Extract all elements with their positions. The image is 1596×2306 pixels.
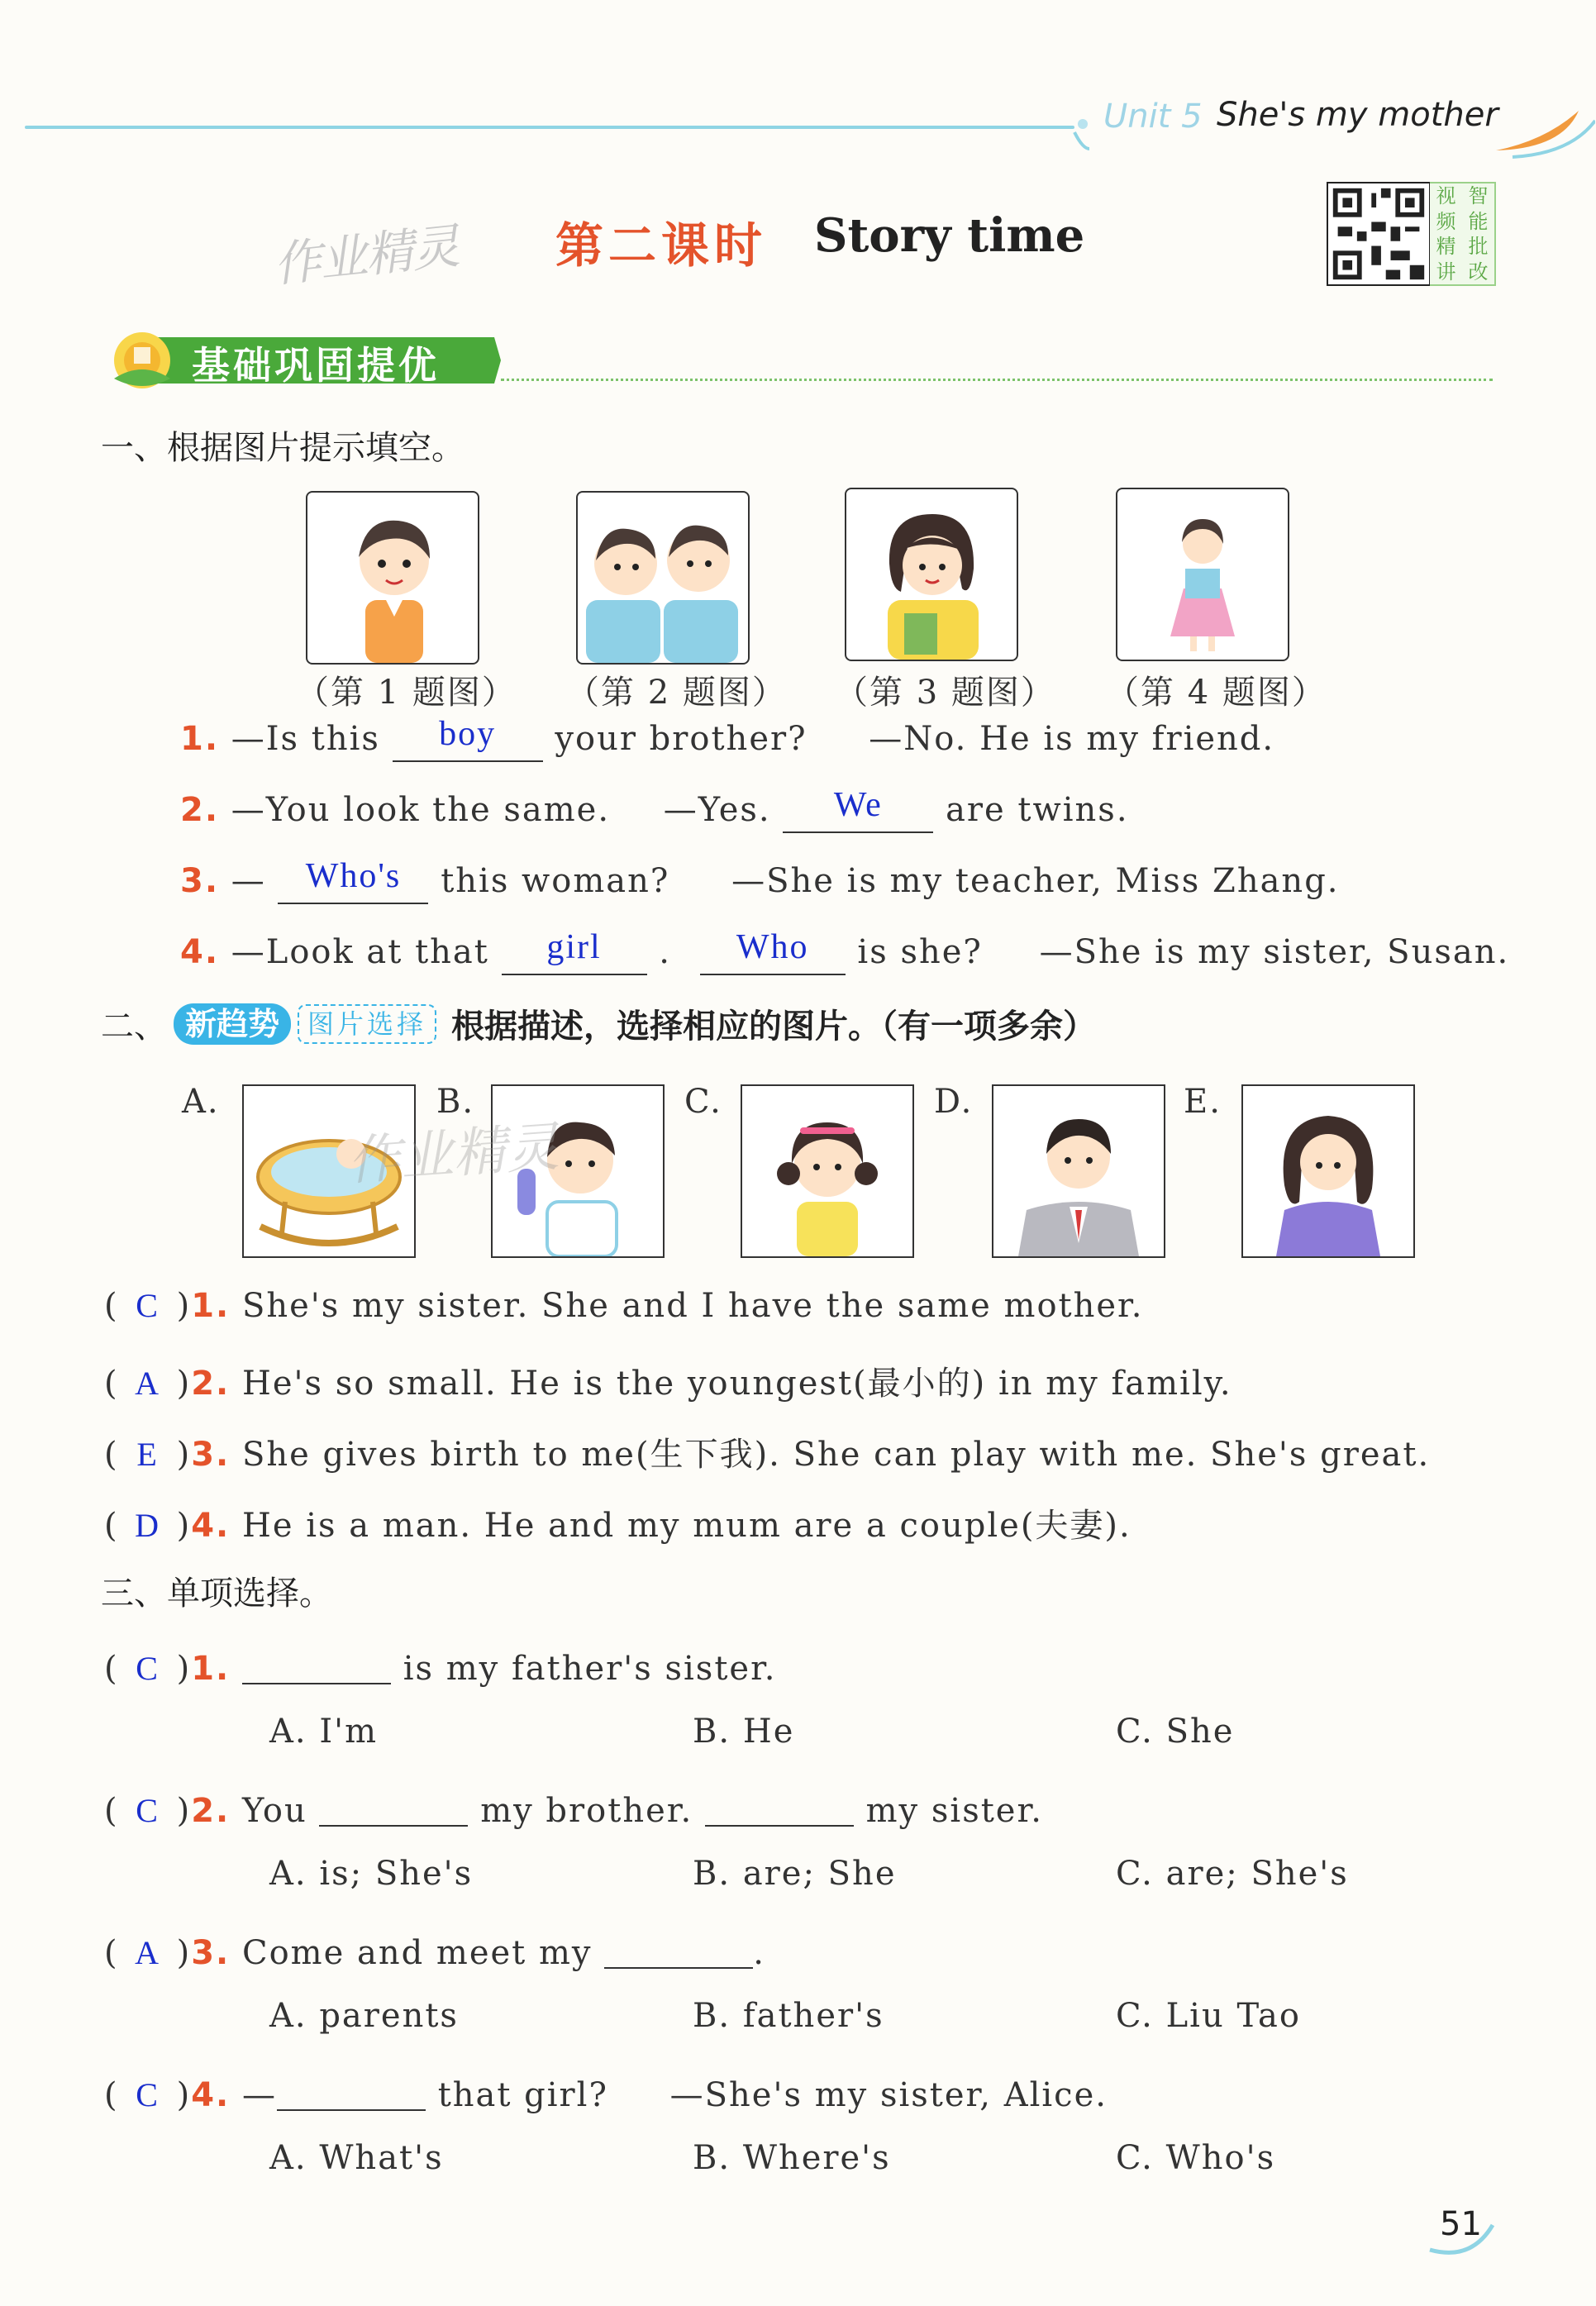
choice-answer[interactable]: E (136, 1436, 159, 1473)
response-text: —No. He is my friend. (869, 720, 1275, 758)
question-number: 4. (180, 933, 220, 971)
response-text: are twins. (946, 791, 1129, 829)
question-number: 3. (180, 862, 220, 900)
option-image-e[interactable] (1241, 1084, 1415, 1258)
option-b[interactable]: B. are; She (693, 1855, 897, 1893)
qr-char: 批 (1468, 235, 1489, 258)
part1-heading: 一、根据图片提示填空。 (101, 429, 465, 467)
option-c[interactable]: C. Liu Tao (1116, 1997, 1301, 2035)
option-label-b: B. (436, 1083, 475, 1121)
option-a[interactable]: A. What's (269, 2139, 444, 2177)
p1-question-2 (180, 786, 1129, 829)
option-a[interactable]: A. is; She's (269, 1855, 474, 1893)
p2-question-3 (104, 1428, 1430, 1475)
question-text: She gives birth to me(生下我). She can play with me. She's great. (241, 1436, 1431, 1474)
answer-blank[interactable] (319, 1789, 468, 1827)
answer-blank[interactable] (502, 928, 647, 975)
p2-question-4 (104, 1499, 1131, 1546)
option-b[interactable]: B. He (693, 1713, 795, 1751)
p1-question-4 (180, 928, 1510, 971)
paren-open: ( (104, 1650, 119, 1688)
response-text: —She is my teacher, Miss Zhang. (731, 862, 1340, 900)
lesson-title: 第二课时 (555, 217, 768, 274)
paren-close: ) (176, 1287, 192, 1325)
question-text: You (241, 1792, 307, 1830)
paren-close: ) (176, 1507, 192, 1545)
option-image-c[interactable] (741, 1084, 914, 1258)
paren-close: ) (176, 1934, 192, 1972)
choice-answer[interactable]: A (135, 1365, 161, 1402)
unit-label: Unit 5 (1103, 98, 1203, 136)
answer-text: girl (546, 928, 602, 966)
choice-answer[interactable]: A (135, 1934, 161, 1971)
option-c[interactable]: C. Who's (1116, 2139, 1276, 2177)
question-number: 2. (191, 1792, 231, 1830)
paren-open: ( (104, 1507, 119, 1545)
part2-prefix: 二、 (101, 1008, 167, 1046)
picture-twins (576, 491, 750, 665)
boy-illustration (307, 493, 478, 663)
answer-blank[interactable] (278, 857, 428, 904)
option-a[interactable]: A. parents (269, 1997, 459, 2035)
qr-label (1430, 182, 1496, 286)
choice-answer[interactable]: C (136, 1792, 160, 1829)
twins-illustration (578, 493, 748, 663)
question-number: 1. (191, 1650, 231, 1688)
option-label-a: A. (182, 1083, 220, 1121)
option-c[interactable]: C. She (1116, 1713, 1235, 1751)
p2-question-2 (104, 1357, 1232, 1404)
paren-close: ) (176, 1365, 192, 1403)
option-b[interactable]: B. Where's (693, 2139, 891, 2177)
question-text: is my father's sister. (403, 1650, 777, 1688)
question-text: your brother? (555, 720, 808, 758)
option-label-d: D. (934, 1083, 974, 1121)
question-number: 3. (191, 1934, 231, 1972)
paren-close: ) (176, 1436, 192, 1474)
p3-options-1 (269, 1713, 1234, 1751)
paren-close: ) (176, 1792, 192, 1830)
option-image-d[interactable] (992, 1084, 1165, 1258)
qr-char: 频 (1436, 209, 1456, 233)
question-number: 2. (180, 791, 220, 829)
p3-question-3 (104, 1926, 765, 1972)
qr-char: 智 (1468, 184, 1489, 207)
p2-question-1 (104, 1286, 1144, 1325)
question-text: —Look at that (231, 933, 489, 971)
answer-text: Who (736, 928, 809, 966)
part2-heading-row (101, 1000, 1096, 1047)
part2-heading: 根据描述，选择相应的图片。（有一项多余） (451, 1008, 1097, 1046)
question-text: my brother. (480, 1792, 693, 1830)
brand-logo: 作业精灵 (270, 217, 461, 293)
trend-badge: 新趋势 (174, 1003, 291, 1045)
question-text: that girl? (437, 2076, 608, 2114)
paren-open: ( (104, 2076, 119, 2114)
question-text: is she? (857, 933, 983, 971)
part3-heading: 三、单项选择。 (101, 1575, 332, 1613)
section-divider (501, 379, 1493, 381)
qr-char: 精 (1436, 235, 1456, 258)
question-number: 1. (191, 1287, 231, 1325)
question-text: He's so small. He is the youngest(最小的) in my family. (241, 1365, 1232, 1403)
response-text: —Yes. (663, 791, 771, 829)
question-text: my sister. (865, 1792, 1043, 1830)
watermark: 作业精灵 (345, 1117, 561, 1193)
p3-options-3 (269, 1997, 1301, 2035)
response-text: —She is my sister, Susan. (1039, 933, 1510, 971)
response-text: —She's my sister, Alice. (669, 2076, 1108, 2114)
teacher-illustration (846, 489, 1017, 660)
qr-code-icon[interactable] (1327, 182, 1431, 286)
qr-char: 视 (1436, 184, 1456, 207)
p3-question-1 (104, 1641, 777, 1688)
answer-blank[interactable] (277, 2073, 426, 2111)
answer-blank[interactable] (242, 1646, 391, 1684)
choice-answer[interactable]: C (136, 1650, 160, 1687)
p3-options-4 (269, 2139, 1275, 2177)
mother-illustration (1243, 1086, 1413, 1256)
option-label-e: E. (1184, 1083, 1222, 1121)
section-banner-title: 基础巩固提优 (192, 343, 440, 388)
paren-close: ) (176, 2076, 192, 2114)
choice-answer[interactable]: D (135, 1507, 161, 1544)
question-text: —You look the same. (231, 791, 611, 829)
question-number: 3. (191, 1436, 231, 1474)
question-text: . (753, 1934, 765, 1972)
answer-blank[interactable] (700, 928, 846, 975)
caption-3: （第 3 题图） (835, 674, 1055, 712)
question-number: 1. (180, 720, 220, 758)
choice-answer[interactable]: C (136, 1287, 160, 1324)
header-rule (25, 126, 1074, 129)
option-b[interactable]: B. father's (693, 1997, 884, 2035)
picture-teacher (845, 488, 1018, 661)
answer-blank[interactable] (783, 786, 933, 833)
caption-2: （第 2 题图） (566, 674, 787, 712)
paren-open: ( (104, 1436, 119, 1474)
question-number: 4. (191, 1507, 231, 1545)
p3-question-2 (104, 1784, 1043, 1830)
qr-char: 改 (1468, 260, 1489, 283)
choice-answer[interactable]: C (136, 2076, 160, 2113)
question-text: He is a man. He and my mum are a couple(夫妻). (241, 1507, 1131, 1545)
question-number: 2. (191, 1365, 231, 1403)
paren-open: ( (104, 1792, 119, 1830)
paren-open: ( (104, 1365, 119, 1403)
option-label-c: C. (684, 1083, 722, 1121)
question-text: Come and meet my (241, 1934, 593, 1972)
caption-1: （第 1 题图） (296, 674, 517, 712)
sister-illustration (1117, 489, 1288, 660)
paren-open: ( (104, 1287, 119, 1325)
answer-blank[interactable] (705, 1789, 854, 1827)
p1-question-1 (180, 715, 1275, 758)
question-text: —Is this (231, 720, 380, 758)
picture-boy (306, 491, 479, 665)
picture-choice-badge: 图片选择 (298, 1004, 436, 1044)
answer-blank[interactable] (393, 715, 543, 762)
qr-char: 讲 (1436, 260, 1456, 283)
qr-char: 能 (1468, 209, 1489, 233)
answer-blank[interactable] (604, 1931, 753, 1969)
question-text: She's my sister. She and I have the same mother. (241, 1287, 1144, 1325)
unit-title: She's my mother (1217, 96, 1498, 134)
question-text: — (231, 862, 266, 900)
question-number: 4. (191, 2076, 231, 2114)
girl-illustration (742, 1086, 912, 1256)
question-text: this woman? (441, 862, 670, 900)
page-number: 51 (1440, 2205, 1482, 2243)
picture-sister (1116, 488, 1289, 661)
question-text: . (659, 933, 671, 971)
p3-options-2 (269, 1855, 1349, 1893)
paren-close: ) (176, 1650, 192, 1688)
option-c[interactable]: C. are; She's (1116, 1855, 1349, 1893)
man-illustration (993, 1086, 1164, 1256)
caption-4: （第 4 题图） (1106, 674, 1327, 712)
answer-text: Who's (305, 857, 402, 895)
option-a[interactable]: A. I'm (269, 1713, 379, 1751)
answer-text: boy (439, 715, 497, 753)
paren-open: ( (104, 1934, 119, 1972)
p1-question-3 (180, 857, 1340, 900)
p3-question-4 (104, 2068, 1108, 2114)
story-title: Story time (814, 208, 1085, 263)
question-text: — (241, 2076, 277, 2114)
answer-text: We (833, 786, 883, 824)
